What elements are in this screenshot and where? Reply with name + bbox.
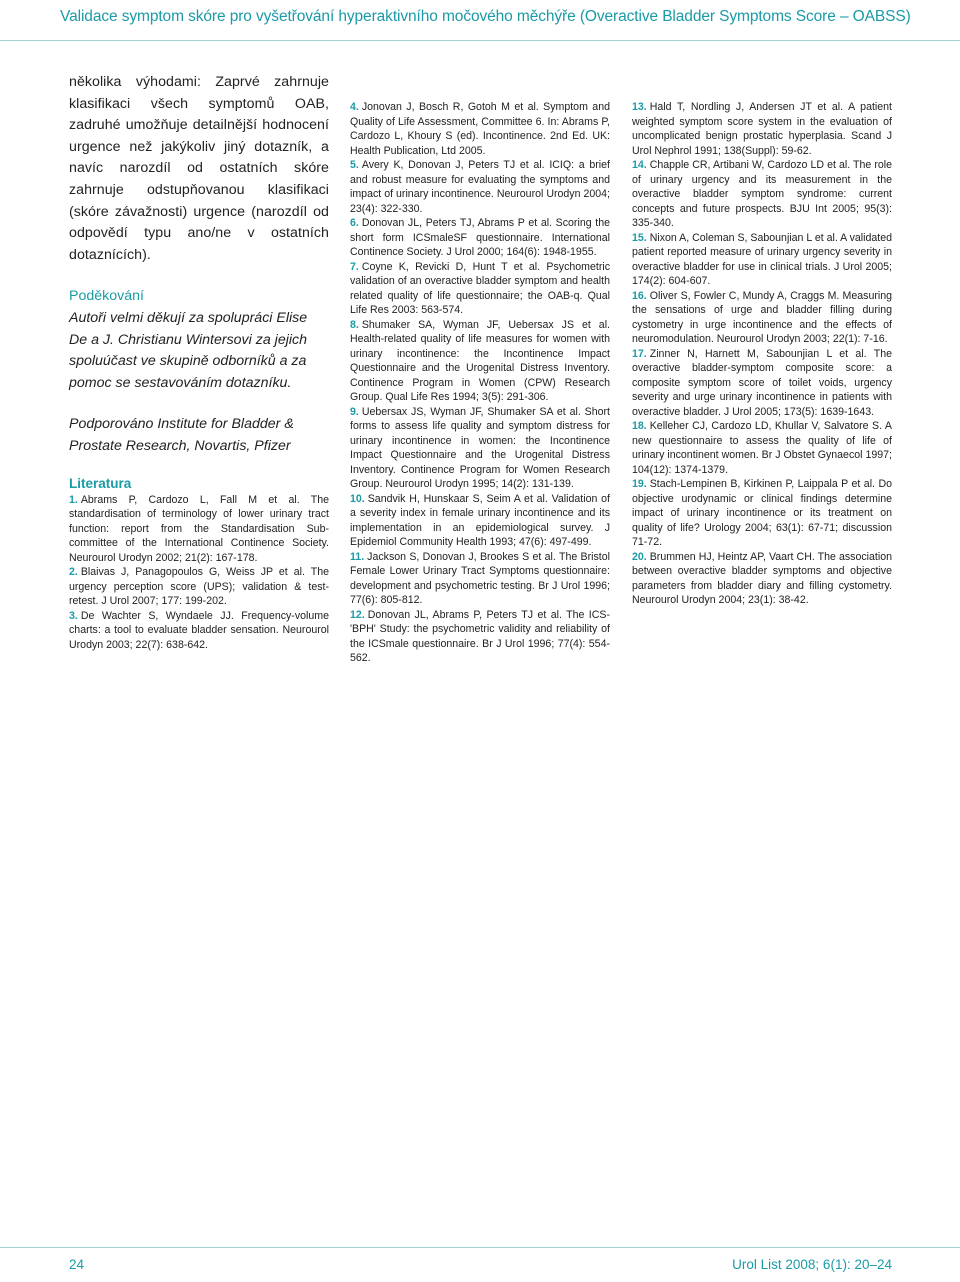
reference-number: 2. (69, 566, 78, 578)
reference-number: 19. (632, 478, 647, 490)
column-2 (350, 100, 610, 666)
reference-number: 15. (632, 231, 647, 244)
reference-text: De Wachter S, Wyndaele JJ. Frequency-volume charts: a tool to evaluate bladder sensation. Neurourol Urodyn 2003; 22(7): 638-642. (69, 609, 329, 651)
reference-number: 16. (632, 289, 647, 302)
reference-text: Brummen HJ, Heintz AP, Vaart CH. The association between overactive bladder symptoms and objective parameters from bladder diary and filling cystometry. Neurourol Urodyn 2004; 23(1): 38-42. (632, 550, 892, 606)
reference-number: 3. (69, 609, 78, 622)
reference-item (350, 550, 610, 608)
reference-text: Avery K, Donovan J, Peters TJ et al. ICIQ: a brief and robust measure for evaluating the symptoms and impact of urinary incontinence. Neurourol Urodyn 2004; 23(4): 322-330. (350, 159, 610, 215)
header-divider (0, 40, 960, 41)
reference-number: 14. (632, 159, 647, 171)
reference-text: Abrams P, Cardozo L, Fall M et al. The standardisation of terminology of lower urinary tract function: report from the Standardisation Sub-committee of the International Continence Society. Neurourol Urodyn 2002; 21(2): 167-178. (69, 493, 329, 564)
reference-number: 17. (632, 347, 647, 360)
reference-number: 13. (632, 101, 647, 113)
journal-citation: Urol List 2008; 6(1): 20–24 (732, 1257, 892, 1272)
reference-number: 6. (350, 217, 359, 229)
reference-number: 8. (350, 318, 359, 331)
reference-text: Sandvik H, Hunskaar S, Seim A et al. Validation of a severity index in female urinary incontinence and its implementation in an epidemiological survey. J Epidemiol Community Health 1993; 47(6): 497-499. (350, 492, 610, 548)
funding-text: Podporováno Institute for Bladder & Prostate Research, Novartis, Pfizer (69, 416, 294, 454)
reference-text: Donovan JL, Peters TJ, Abrams P et al. Scoring the short form ICSmaleSF questionnaire. International Continence Society. J Urol 2000; 164(6): 1948-1955. (350, 217, 610, 258)
reference-number: 4. (350, 101, 359, 113)
reference-list-part-3 (632, 100, 892, 608)
running-head: Validace symptom skóre pro vyšetřování hyperaktivního močového měchýře (Overactive Bladder Symptoms Score – OABSS) (60, 8, 911, 25)
reference-text: Jackson S, Donovan J, Brookes S et al. The Bristol Female Lower Urinary Tract Symptoms questionnaire: development and psychometric testing. Br J Urol 1996; 77(6): 805-812. (350, 550, 610, 606)
reference-text: Chapple CR, Artibani W, Cardozo LD et al. The role of urinary urgency and its measurement in the overactive bladder symptom syndrome: current concepts and future prospects. BJU Int 2005; 95(3): 335-340. (632, 159, 892, 229)
reference-text: Shumaker SA, Wyman JF, Uebersax JS et al. Health-related quality of life measures for women with urinary incontinence: the Incontinence Impact Questionnaire and the Urogenital Distress Inventory. Continence Program in Women (CPW) Research Group. Qual Life Res 1994; 3(5): 291-306. (350, 318, 610, 403)
literature-heading: Literatura (69, 475, 132, 491)
reference-text: Nixon A, Coleman S, Sabounjian L et al. A validated patient reported measure of urinary urgency severity in overactive bladder for use in clinical trials. J Urol 2005; 174(2): 604-607. (632, 231, 892, 287)
reference-item (69, 609, 329, 653)
reference-item (632, 477, 892, 550)
reference-text: Zinner N, Harnett M, Sabounjian L et al. The overactive bladder-symptom composite score: a composite symptom score of toilet voids, urgency severity and urge urinary incontinence in patients with overactive bladder. J Urol 2005; 173(5): 1639-1643. (632, 347, 892, 418)
reference-item (350, 405, 610, 492)
reference-number: 5. (350, 159, 359, 171)
reference-number: 11. (350, 550, 365, 563)
reference-item (632, 550, 892, 608)
reference-item (632, 289, 892, 347)
reference-text: Oliver S, Fowler C, Mundy A, Craggs M. Measuring the sensations of urge and bladder filling during cystometry in urge incontinence and the effects of neuromodulation. Neurourol Urodyn 2003; 22(1): 7-16. (632, 289, 892, 345)
reference-item (632, 231, 892, 289)
reference-text: Stach-Lempinen B, Kirkinen P, Laippala P et al. Do objective urodynamic or clinical findings determine impact of urinary incontinence or its treatment on quality of life? Urology 2004; 63(1): 67-71; discussion 71-72. (632, 478, 892, 548)
reference-number: 10. (350, 492, 365, 505)
reference-item (350, 158, 610, 216)
reference-item (69, 493, 329, 566)
reference-item (350, 608, 610, 666)
reference-text: Coyne K, Revicki D, Hunt T et al. Psychometric validation of an overactive bladder symptom and health related quality of life questionnaire; the OAB-q. Qual Life Res 2003: 563-574. (350, 260, 610, 316)
reference-text: Jonovan J, Bosch R, Gotoh M et al. Symptom and Quality of Life Assessment, Committee 6. In: Abrams P, Cardozo L, Khoury S (ed). Incontinence. 2nd Ed. UK: Health Publication, Ltd 2005. (350, 101, 610, 157)
reference-number: 18. (632, 420, 647, 432)
reference-text: Donovan JL, Abrams P, Peters TJ et al. The ICS-'BPH' Study: the psychometric validity and reliability of the ICSmale questionnaire. Br J Urol 1996; 77(4): 554-562. (350, 608, 610, 664)
reference-item (632, 100, 892, 158)
column-3 (632, 100, 892, 608)
reference-text: Blaivas J, Panagopoulos G, Weiss JP et al. The urgency perception score (UPS); validation & test-retest. J Urol 2007; 177: 199-202. (69, 566, 329, 607)
reference-item (632, 158, 892, 231)
reference-item (350, 318, 610, 405)
acknowledgement-text: Autoři velmi děkují za spolupráci Elise De a J. Christianu Wintersovi za jejich spoluúčast ve skupině odborníků a za pomoc se sestavováním dotazníku. (69, 309, 308, 391)
page-number: 24 (69, 1257, 85, 1272)
footer-divider (0, 1247, 960, 1248)
reference-text: Kelleher CJ, Cardozo LD, Khullar V, Salvatore S. A new questionnaire to assess the quality of life of urinary incontinent women. Br J Obstet Gynaecol 1997; 104(12): 1374-1379. (632, 420, 892, 476)
reference-list-part-1 (69, 493, 329, 653)
reference-item (69, 565, 329, 609)
reference-number: 20. (632, 550, 647, 563)
reference-text: Uebersax JS, Wyman JF, Shumaker SA et al. Short forms to assess life quality and symptom distress for urinary incontinence in women: the Incontinence Impact Questionnaire and the Urogenital Distress Inventory. Continence Program for Women Research Group. Neurourol Urodyn 1995; 14(2): 131-139. (350, 405, 610, 490)
reference-item (632, 347, 892, 420)
reference-item (350, 216, 610, 260)
reference-number: 1. (69, 493, 78, 506)
reference-item (350, 260, 610, 318)
reference-number: 7. (350, 260, 359, 273)
acknowledgement-heading: Poděkování (69, 288, 144, 305)
reference-item (350, 100, 610, 158)
reference-number: 9. (350, 405, 359, 418)
reference-list-part-2 (350, 100, 610, 666)
column-1 (69, 72, 329, 652)
reference-item (632, 419, 892, 477)
reference-text: Hald T, Nordling J, Andersen JT et al. A patient weighted symptom score system in the evaluation of uncomplicated benign prostatic hyperplasia. Scand J Urol Nephrol 1991; 138(Suppl): 59-62. (632, 101, 892, 157)
body-paragraph: několika výhodami: Zaprvé zahrnuje klasifikaci všech symptomů OAB, zadruhé umožňuje detailnější hodnocení urgence než jakýkoliv jiný dotazník, a navíc narozdíl od ostatních skóre zahrnuje odstupňovanou klasifikaci (skóre závažnosti) urgence (narozdíl od odpovědí typu ano/ne v ostatních dotaznících). (69, 74, 329, 263)
reference-number: 12. (350, 608, 365, 621)
reference-item (350, 492, 610, 550)
